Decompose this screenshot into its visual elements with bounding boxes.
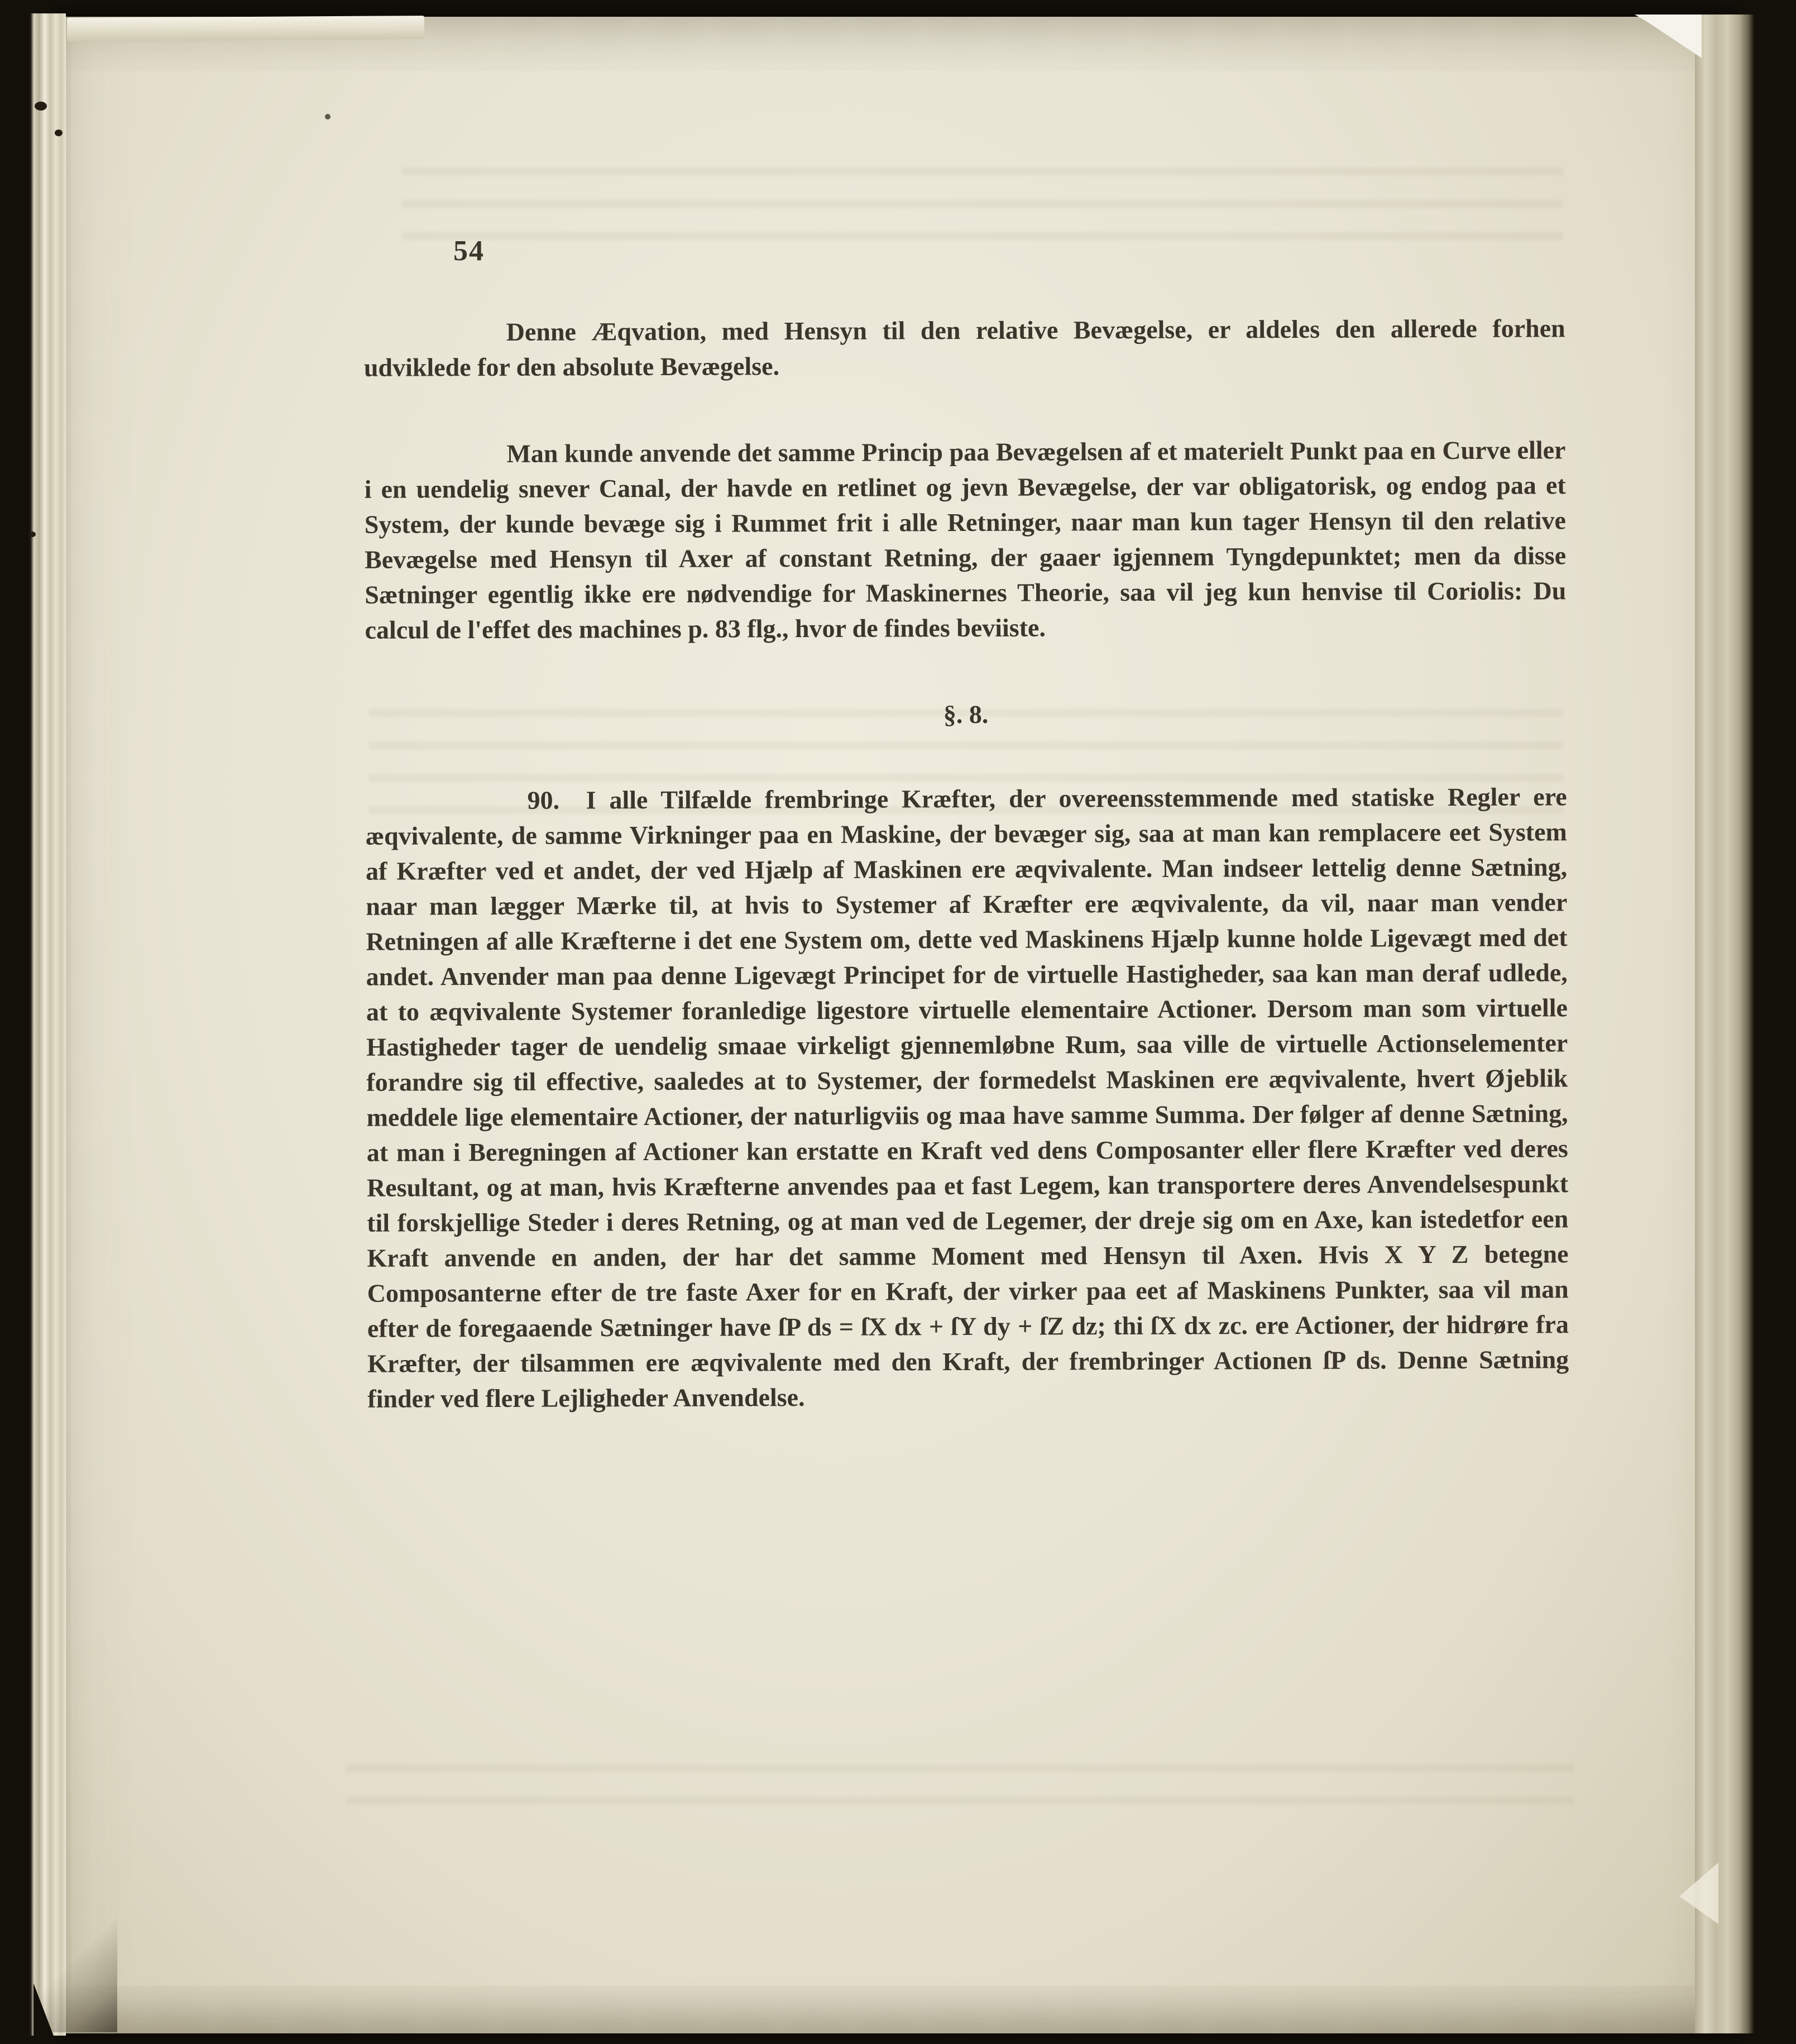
stain-speck	[55, 130, 63, 136]
right-page-edges	[1695, 15, 1754, 2033]
section-heading: §. 8.	[943, 700, 989, 729]
paragraph-2: Man kunde anvende det samme Princip paa Bevægelsen af et materielt Punkt paa en Curve eller i en uendelig snever Canal, der havde en retlinet og jevn Bevægelse, der var obligatorisk, og endog paa et System, der kunde bevæge sig i Rummet frit i alle Retninger, naar man kun tager Hensyn til den relative Bevægelse med Hensyn til Axer af constant Retning, der gaaer igjennem Tyngdepunktet; men da disse Sætninger egentlig ikke ere nødvendige for Maskinernes Theorie, saa vil jeg kun henvise til Coriolis: Du calcul de l'effet des machines p. 83 flg., hvor de findes beviiste.	[364, 435, 1567, 644]
stain-speck	[29, 532, 36, 537]
page-curl-bottom-left	[39, 1915, 117, 2032]
paragraph-1: Denne Æqvation, med Hensyn til den relative Bevægelse, er aldeles den allerede forhen udviklede for den absolute Bevægelse.	[363, 314, 1565, 382]
top-page-edges	[67, 16, 424, 41]
bleedthrough-smudge	[402, 167, 1563, 262]
bleedthrough-smudge	[346, 1764, 1574, 1826]
stain-speck	[35, 102, 47, 111]
stain-speck	[325, 114, 331, 119]
text-block	[364, 310, 1569, 1416]
page-number: 54	[453, 235, 485, 267]
paragraph-3: 90. I alle Tilfælde frembringe Kræfter, der overeensstemmende med statiske Regler ere æqvivalente, de samme Virkninger paa en Maskine, der bevæger sig, saa at man kan remplacere eet System af Kræfter ved et andet, der ved Hjælp af Maskinen ere æqvivalente. Man indseer lettelig denne Sætning, naar man lægger Mærke til, at hvis to Systemer af Kræfter ere æqvivalente, da vil, naar man vender Retningen af alle Kræfterne i det ene System om, dette ved Maskinens Hjælp kunne holde Ligevægt med det andet. Anvender man paa denne Ligevægt Principet for de virtuelle Hastigheder, saa kan man deraf udlede, at to æqvivalente Systemer foranledige ligestore virtuelle elementaire Actioner. Dersom man som virtuelle Hastigheder tager de uendelig smaae virkeligt gjennemløbne Rum, saa ville de virtuelle Actionselementer forandre sig til effective, saaledes at to Systemer, der formedelst Maskinen ere æqvivalente, hvert Øjeblik meddele lige elementaire Actioner, der naturligviis og maa have samme Summa. Der følger af denne Sætning, at man i Beregningen af Actioner kan erstatte en Kraft ved dens Composanter eller flere Kræfter ved deres Resultant, og at man, hvis Kræfterne anvendes paa et fast Legem, kan transportere deres Anvendelsespunkt til forskjellige Steder i deres Retning, og at man ved de Legemer, der dreje sig om en Axe, kan istedetfor een Kraft anvende en anden, der har det samme Moment med Hensyn til Axen. Hvis X Y Z betegne Composanterne efter de tre faste Axer for en Kraft, der virker paa eet af Maskinens Punkter, saa vil man efter de foregaaende Sætninger have ſP ds = ſX dx + ſY dy + ſZ dz; thi ſX dx zc. ere Actioner, der hidrøre fra Kræfter, der tilsammen ere æqvivalente med den Kraft, der frembringer Actionen ſP ds. Denne Sætning finder ved flere Lejligheder Anvendelse.	[365, 782, 1569, 1413]
left-page-edges	[27, 13, 66, 2036]
